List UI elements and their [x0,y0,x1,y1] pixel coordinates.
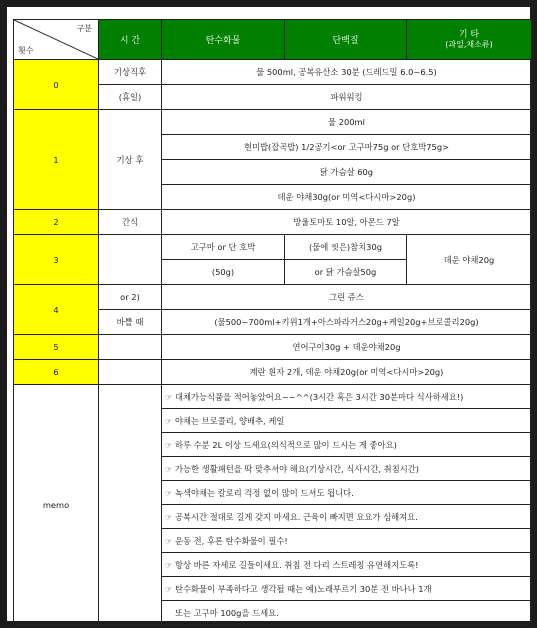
row-6-label: 6 [14,360,99,385]
pointing-hand-icon: ☞ [165,536,173,546]
row-4-label: 4 [14,285,99,335]
row-1-line-2: 현미밥(잡곡밥) 1/2공기<or 고구마75g or 단호박75g> [162,135,532,160]
memo-item: ☞ 야채는 브로콜리, 양배추, 케일 [162,409,532,433]
pointing-hand-icon: ☞ [165,584,173,594]
row-3-protein-b: or 닭 가슴살50g [285,260,407,285]
row-4-time-a: or 2) [99,285,162,310]
document-area [7,7,530,621]
table-row [14,210,532,235]
memo-row [14,385,532,409]
table-row [14,110,532,135]
header-time: 시 간 [99,20,162,60]
header-count-label: 횟수 [18,46,34,55]
row-2-label: 2 [14,210,99,235]
row-6-text: 계란 흰자 2개, 데운 야채20g(or 미역<다시마>20g) [162,360,532,385]
row-3-carb-b: (50g) [162,260,285,285]
row-0-time-a: 기상직후 [99,60,162,85]
header-corner-cell [14,20,99,60]
memo-item: ☞ 운동 전, 후론 탄수화물이 필수! [162,529,532,553]
row-1-time: 기상 후 [99,110,162,210]
row-5-time-empty [99,335,162,360]
row-4-time-b: 바쁠 때 [99,310,162,335]
row-5-text: 연어구이30g + 데운야채20g [162,335,532,360]
header-etc-title: 기 타 [458,29,480,40]
table-row [14,235,532,260]
diet-plan-table [13,19,532,625]
row-1-line-3: 닭 가슴살 60g [162,160,532,185]
memo-item: ☞ 하루 수분 2L 이상 드세요(의식적으로 많이 드시는 게 좋아요) [162,433,532,457]
memo-label: memo [14,385,99,625]
memo-item: ☞ 녹색야채는 칼로리 걱정 없이 많이 드셔도 됩니다. [162,481,532,505]
pointing-hand-icon: ☞ [165,392,173,402]
memo-continuation: 또는 고구마 100g을 드세요. [162,601,532,625]
row-3-etc: 데운 야채20g [407,235,532,285]
memo-item: ☞ 공복시간 절대로 길게 갖지 마세요. 근육이 빠지면 요요가 심해져요. [162,505,532,529]
row-5-label: 5 [14,335,99,360]
memo-item: ☞ 대체가능식품을 적어놓았어요~~^^(3시간 혹은 3시간 30분마다 식사하세요!) [162,385,532,409]
row-0-text-a: 물 500ml, 공복유산소 30분 (드레드밀 6.0~6.5) [162,60,532,85]
table-row [14,285,532,310]
row-6-time-empty [99,360,162,385]
pointing-hand-icon: ☞ [165,560,173,570]
row-0-label: 0 [14,60,99,110]
row-1-line-4: 데운 야채30g(or 미역<다시마>20g) [162,185,532,210]
table-row [14,60,532,85]
row-1-line-1: 물 200ml [162,110,532,135]
row-2-text: 방울토마토 10알, 아몬드 7알 [162,210,532,235]
memo-item: ☞ 가능한 생활패턴을 딱 맞추셔야 해요(기상시간, 식사시간, 취침시간) [162,457,532,481]
row-0-time-b: (휴일) [99,85,162,110]
header-etc-subtitle: (과일,채소류) [445,40,493,50]
header-carb: 탄수화물 [162,20,285,60]
header-row [14,20,532,60]
row-4-text-a: 그린 쥬스 [162,285,532,310]
pointing-hand-icon: ☞ [165,512,173,522]
row-1-label: 1 [14,110,99,210]
table-row [14,360,532,385]
memo-time-empty [99,385,162,625]
memo-item: ☞ 탄수화물이 부족하다고 생각될 때는 예)노래부르기 30분 전 바나나 1개 [162,577,532,601]
pointing-hand-icon: ☞ [165,488,173,498]
row-2-time: 간식 [99,210,162,235]
row-3-time-empty [99,235,162,285]
pointing-hand-icon: ☞ [165,440,173,450]
table-row [14,335,532,360]
pointing-hand-icon: ☞ [165,416,173,426]
row-3-protein-a: (물에 씻은)참치30g [285,235,407,260]
memo-item: ☞ 항상 바른 자세로 길들이세요. 취침 전 다리 스트레칭 유연해지도록! [162,553,532,577]
row-4-text-b: (물500~700ml+키위1개+아스파라거스20g+케일20g+브로콜리20g) [162,310,532,335]
header-etc [407,20,532,60]
header-protein: 단백질 [285,20,407,60]
header-category-label: 구분 [76,24,92,33]
row-0-text-b: 파워워킹 [162,85,532,110]
pointing-hand-icon: ☞ [165,464,173,474]
row-3-label: 3 [14,235,99,285]
row-3-carb-a: 고구마 or 단 호박 [162,235,285,260]
